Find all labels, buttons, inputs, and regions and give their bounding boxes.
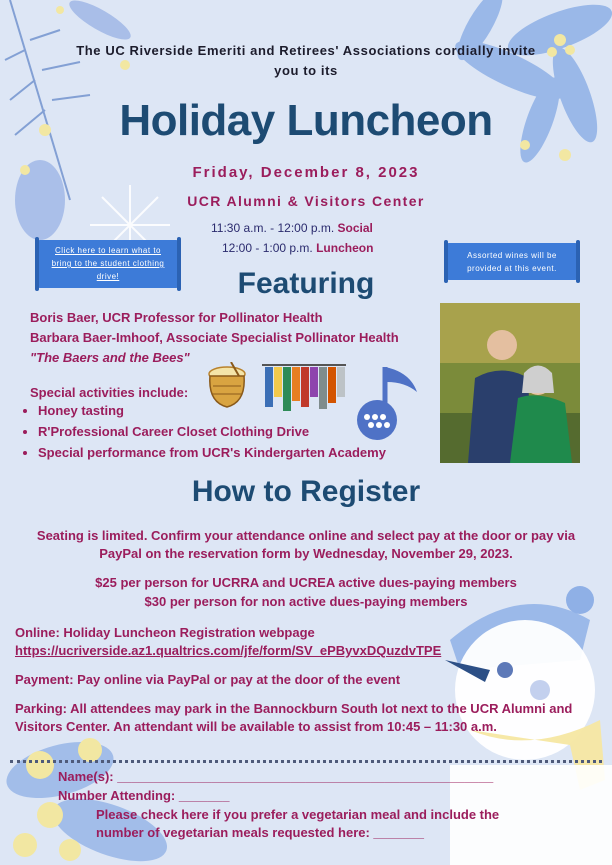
invitation-line-1: The UC Riverside Emeriti and Retirees' Associations cordially invite (76, 43, 536, 58)
clothing-rack-icon (260, 362, 348, 414)
speaker-1: Boris Baer, UCR Professor for Pollinator Health (30, 310, 323, 325)
poinsettia-top-right-decoration (390, 0, 612, 175)
honey-pot-icon (205, 362, 249, 410)
vegetarian-meal-field[interactable]: Please check here if you prefer a vegetarian meal and include the number of vegetarian meals requested here: _______ (96, 807, 500, 840)
speakers-photo (440, 303, 580, 463)
invitation-line-2: you to its (274, 63, 338, 78)
event-title: Holiday Luncheon (119, 96, 493, 145)
schedule-time: 11:30 a.m. - 12:00 p.m. (211, 221, 335, 235)
price-non-active-members: $30 per person for non active dues-paying members (144, 594, 468, 609)
speaker-2: Barbara Baer-Imhoof, Associate Specialist Pollinator Health (30, 330, 399, 345)
event-date: Friday, December 8, 2023 (192, 164, 420, 181)
list-item: • Special performance from UCR's Kindergarten Academy (38, 442, 386, 463)
banner-text: Assorted wines will be provided at this event. (467, 251, 557, 273)
seating-info: Seating is limited. Confirm your attendance online and select pay at the door or pay via PayPal on the reservation form by Wednesday, November 29, 2023. (36, 528, 576, 561)
schedule-label: Social (337, 221, 373, 235)
list-item: • Honey tasting (38, 400, 386, 421)
activities-heading: Special activities include: (30, 385, 189, 400)
parking-info: Parking: All attendees may park in the Bannockburn South lot next to the UCR Alumni and Visitors Center. An attendant will be available to assist from 10:45 – 11:30 a.m. (15, 701, 573, 734)
featuring-heading: Featuring (237, 267, 375, 300)
talk-title: "The Baers and the Bees" (30, 350, 190, 365)
payment-info: Payment: Pay online via PayPal or pay at the door of the event (15, 672, 401, 687)
register-heading: How to Register (191, 475, 421, 508)
registration-link[interactable]: https://ucriverside.az1.qualtrics.com/jfe/form/SV_ePByvxDQuzdvTPE (15, 643, 442, 658)
event-venue: UCR Alumni & Visitors Center (187, 193, 425, 209)
price-active-members: $25 per person for UCRRA and UCREA active dues-paying members (95, 575, 517, 590)
schedule-time: 12:00 - 1:00 p.m. (222, 241, 313, 255)
number-attending-field[interactable]: Number Attending: _______ (58, 788, 230, 803)
banner-text: Click here to learn what to bring to the student clothing drive! (51, 246, 165, 281)
music-note-icon (355, 362, 425, 444)
online-registration-label: Online: Holiday Luncheon Registration webpage (15, 625, 315, 640)
list-item: • R'Professional Career Closet Clothing Drive (38, 421, 386, 442)
names-field[interactable]: Name(s): ____________________________________________________ (58, 769, 494, 784)
schedule-label: Luncheon (316, 241, 374, 255)
divider (10, 760, 602, 763)
schedule-social (211, 221, 373, 235)
schedule-luncheon (222, 241, 373, 255)
